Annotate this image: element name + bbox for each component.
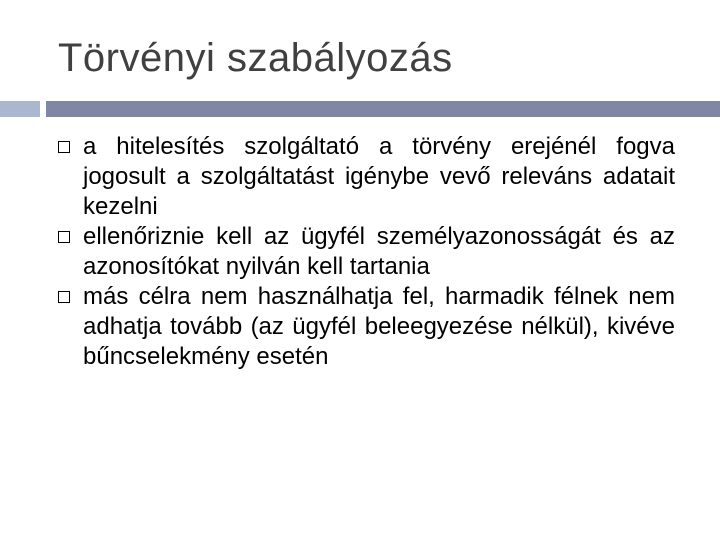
bullet-list [58, 132, 675, 372]
bullet-text: ellenőriznie kell az ügyfél személyazonosságát és az azonosítókat nyilván kell tartania [83, 223, 675, 280]
title-underline-accent-left [0, 101, 40, 117]
bullet-item [58, 282, 675, 372]
title-underline-accent-right [46, 101, 720, 117]
bullet-item [58, 222, 675, 282]
square-bullet-icon [58, 141, 70, 153]
slide-title: Törvényi szabályozás [58, 36, 453, 80]
bullet-text: a hitelesítés szolgáltató a törvény erejénél fogva jogosult a szolgáltatást igénybe vevő releváns adatait kezelni [83, 133, 675, 220]
bullet-item [58, 132, 675, 222]
square-bullet-icon [58, 291, 70, 303]
square-bullet-icon [58, 231, 70, 243]
bullet-text: más célra nem használhatja fel, harmadik félnek nem adhatja tovább (az ügyfél beleegyezése nélkül), kivéve bűncselekmény esetén [83, 283, 675, 370]
